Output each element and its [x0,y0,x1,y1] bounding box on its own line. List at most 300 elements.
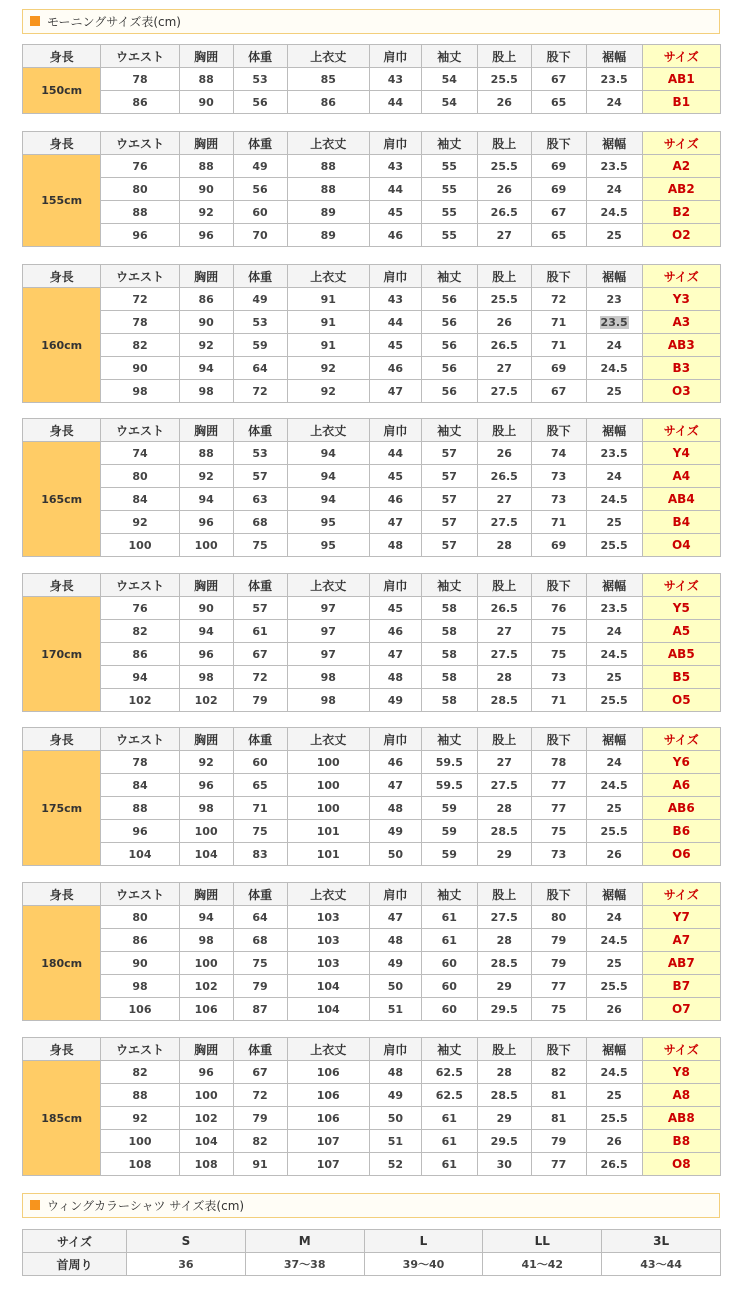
table-cell: 94 [101,666,179,689]
table-header-row [23,574,721,597]
table-cell: 94 [179,620,233,643]
table-cell: 106 [287,1107,369,1130]
column-header: 肩巾 [369,45,421,68]
size-table-175cm [22,727,721,866]
table-cell: 57 [233,597,287,620]
table-cell: 73 [531,465,586,488]
table-cell: 23.5 [586,597,642,620]
table-row [23,998,721,1021]
table-row [23,357,721,380]
table-cell: 88 [179,155,233,178]
table-cell: 60 [233,201,287,224]
table-cell: 92 [179,465,233,488]
table-cell: 27 [477,224,531,247]
table-cell: 73 [531,843,586,866]
height-cell: 160cm [23,288,101,403]
table-row [23,288,721,311]
table-cell: 77 [531,1153,586,1176]
column-header: 胸囲 [179,45,233,68]
size-code-cell: B8 [642,1130,720,1153]
column-header: 身長 [23,1038,101,1061]
table-cell: 67 [531,380,586,403]
size-code-cell: Y4 [642,442,720,465]
column-header: 袖丈 [421,132,477,155]
column-header: 股上 [477,883,531,906]
size-code-cell: AB4 [642,488,720,511]
table-cell: 60 [421,975,477,998]
table-cell: 46 [369,357,421,380]
size-code-cell: A6 [642,774,720,797]
table-row [23,906,721,929]
table-cell: 28 [477,797,531,820]
table-cell: 94 [179,906,233,929]
height-cell: 165cm [23,442,101,557]
table-cell: 67 [233,643,287,666]
size-code-cell: AB1 [642,68,720,91]
column-header: LL [483,1230,602,1253]
table-row [23,311,721,334]
table-cell: 48 [369,534,421,557]
table-cell: 26 [477,178,531,201]
table-cell: 76 [531,597,586,620]
table-cell: 57 [421,488,477,511]
column-header: 肩巾 [369,728,421,751]
table-cell: 97 [287,643,369,666]
table-cell: 47 [369,380,421,403]
table-cell: 102 [179,1107,233,1130]
table-cell: 47 [369,906,421,929]
table-cell: 104 [179,843,233,866]
table-cell: 94 [179,357,233,380]
size-code-cell: AB3 [642,334,720,357]
size-code-cell: A7 [642,929,720,952]
table-cell: 98 [287,689,369,712]
table-cell: 106 [179,998,233,1021]
table-cell: 80 [101,906,179,929]
table-cell: 27.5 [477,906,531,929]
table-cell: 81 [531,1107,586,1130]
table-cell: 43 [369,155,421,178]
table-cell: 26 [586,998,642,1021]
column-header: ウエスト [101,728,179,751]
table-cell: 28 [477,1061,531,1084]
table-row [23,334,721,357]
table-cell: 23.5 [586,155,642,178]
table-row [23,178,721,201]
table-cell: 72 [233,666,287,689]
table-cell: 58 [421,643,477,666]
table-cell: 44 [369,91,421,114]
table-cell: 79 [531,1130,586,1153]
table-cell: 25 [586,952,642,975]
table-cell: 27.5 [477,643,531,666]
size-code-cell: AB5 [642,643,720,666]
table-cell: 25.5 [586,534,642,557]
table-cell: 72 [531,288,586,311]
table-cell: 94 [287,442,369,465]
table-row [23,774,721,797]
column-header: 裾幅 [586,45,642,68]
table-cell: 100 [287,774,369,797]
table-cell: 75 [233,820,287,843]
table-cell: 49 [369,952,421,975]
column-header: 股下 [531,1038,586,1061]
column-header: 胸囲 [179,883,233,906]
table-cell: 49 [233,288,287,311]
table-cell: 88 [179,68,233,91]
table-row [23,1084,721,1107]
table-cell: 56 [421,334,477,357]
column-header: 上衣丈 [287,1038,369,1061]
size-code-cell: B5 [642,666,720,689]
table-cell: 25 [586,1084,642,1107]
table-cell: 28.5 [477,952,531,975]
table-cell: 24.5 [586,774,642,797]
table-cell: 24.5 [586,488,642,511]
table-cell: 92 [287,380,369,403]
table-cell: 67 [531,68,586,91]
table-row [23,68,721,91]
column-header: 股上 [477,1038,531,1061]
height-cell: 170cm [23,597,101,712]
table-cell: 91 [287,334,369,357]
table-cell: 53 [233,442,287,465]
table-cell: 92 [179,751,233,774]
table-cell: 60 [421,998,477,1021]
size-code-cell: B3 [642,357,720,380]
table-cell: 46 [369,224,421,247]
table-cell: 90 [179,311,233,334]
size-table-150cm [22,44,721,114]
table-cell: 57 [421,465,477,488]
table-cell: 54 [421,91,477,114]
size-table-180cm [22,882,721,1021]
table-cell: 51 [369,998,421,1021]
morning-size-heading [22,9,720,34]
table-cell: 98 [179,929,233,952]
shirt-size-heading [22,1193,720,1218]
column-header: 胸囲 [179,265,233,288]
table-cell: 98 [179,797,233,820]
column-header: 胸囲 [179,1038,233,1061]
table-cell: 58 [421,597,477,620]
column-header: ウエスト [101,419,179,442]
column-header: 股上 [477,45,531,68]
table-cell: 29 [477,975,531,998]
table-cell: 88 [287,155,369,178]
table-cell: 96 [179,774,233,797]
column-header: M [245,1230,364,1253]
table-cell: 87 [233,998,287,1021]
table-cell: 74 [101,442,179,465]
table-cell: 25.5 [477,68,531,91]
column-header: 上衣丈 [287,45,369,68]
column-header: 股下 [531,728,586,751]
size-code-cell: B6 [642,820,720,843]
table-cell: 71 [531,511,586,534]
column-header: 身長 [23,132,101,155]
table-cell: 24 [586,906,642,929]
table-cell: 71 [531,311,586,334]
column-header: 裾幅 [586,574,642,597]
table-row [23,1253,721,1276]
table-cell: 101 [287,843,369,866]
table-cell: 27.5 [477,380,531,403]
table-cell: 57 [421,511,477,534]
column-header: 胸囲 [179,574,233,597]
column-header: サイズ [642,132,720,155]
table-cell: 24.5 [586,201,642,224]
column-header: 股下 [531,574,586,597]
table-cell: 79 [233,1107,287,1130]
table-cell: 28.5 [477,689,531,712]
table-cell: 103 [287,929,369,952]
table-cell: 44 [369,178,421,201]
table-cell: 24.5 [586,643,642,666]
table-cell: 59.5 [421,751,477,774]
table-cell: 43 [369,68,421,91]
table-cell: 75 [233,534,287,557]
row-label: 首周り [23,1253,127,1276]
size-code-cell: O2 [642,224,720,247]
table-row [23,91,721,114]
column-header: 上衣丈 [287,728,369,751]
table-cell: 61 [421,929,477,952]
column-header: 股上 [477,728,531,751]
table-cell: 55 [421,224,477,247]
column-header: L [364,1230,483,1253]
table-cell: 61 [421,906,477,929]
table-header-row [23,728,721,751]
table-cell: 106 [287,1084,369,1107]
table-cell: 100 [287,797,369,820]
column-header: 肩巾 [369,132,421,155]
column-header: ウエスト [101,883,179,906]
table-cell: 88 [101,201,179,224]
size-code-cell: O6 [642,843,720,866]
table-cell: 61 [421,1153,477,1176]
table-cell: 98 [179,666,233,689]
table-row [23,155,721,178]
size-table-165cm [22,418,721,557]
size-code-cell: A3 [642,311,720,334]
column-header: 身長 [23,45,101,68]
column-header: 肩巾 [369,1038,421,1061]
table-cell: 98 [287,666,369,689]
column-header: 身長 [23,574,101,597]
table-cell: 72 [233,380,287,403]
column-header: 体重 [233,45,287,68]
table-cell: 29 [477,843,531,866]
table-cell: 91 [233,1153,287,1176]
column-header: 袖丈 [421,419,477,442]
column-header: 裾幅 [586,883,642,906]
table-cell: 91 [287,311,369,334]
table-row [23,643,721,666]
table-cell: 102 [179,975,233,998]
table-cell: 96 [179,643,233,666]
table-cell: 26 [477,442,531,465]
column-header: 袖丈 [421,883,477,906]
table-row [23,929,721,952]
table-header-row [23,1230,721,1253]
table-cell: 25 [586,511,642,534]
column-header: 肩巾 [369,265,421,288]
column-header: 股下 [531,132,586,155]
table-row [23,1107,721,1130]
table-cell: 86 [101,643,179,666]
height-cell: 185cm [23,1061,101,1176]
column-header: 上衣丈 [287,883,369,906]
table-cell: 59.5 [421,774,477,797]
table-cell: 92 [101,511,179,534]
column-header: ウエスト [101,132,179,155]
column-header: 体重 [233,132,287,155]
table-cell: 72 [233,1084,287,1107]
table-cell: 92 [287,357,369,380]
size-code-cell: AB6 [642,797,720,820]
table-cell: 78 [101,751,179,774]
column-header: S [127,1230,246,1253]
table-cell: 26.5 [586,1153,642,1176]
table-row [23,465,721,488]
table-cell: 24.5 [586,357,642,380]
table-row [23,380,721,403]
table-cell: 81 [531,1084,586,1107]
height-cell: 180cm [23,906,101,1021]
table-cell: 69 [531,534,586,557]
table-cell: 61 [421,1130,477,1153]
table-cell: 88 [101,1084,179,1107]
column-header: 胸囲 [179,728,233,751]
size-table-170cm [22,573,721,712]
table-cell: 56 [421,380,477,403]
column-header: 体重 [233,883,287,906]
column-header: 股下 [531,883,586,906]
table-cell: 29.5 [477,1130,531,1153]
table-cell: 89 [287,224,369,247]
table-cell: 64 [233,906,287,929]
column-header: 体重 [233,728,287,751]
table-cell: 70 [233,224,287,247]
size-code-cell: B2 [642,201,720,224]
table-cell: 52 [369,1153,421,1176]
table-cell: 84 [101,488,179,511]
table-cell: 25.5 [586,689,642,712]
table-cell: 26 [586,1130,642,1153]
table-cell: 72 [101,288,179,311]
table-header-row [23,265,721,288]
size-code-cell: A2 [642,155,720,178]
table-cell: 106 [287,1061,369,1084]
table-cell: 83 [233,843,287,866]
table-row [23,952,721,975]
table-cell: 82 [233,1130,287,1153]
size-table-160cm [22,264,721,403]
table-cell: 86 [179,288,233,311]
table-cell: 80 [531,906,586,929]
table-cell: 75 [531,998,586,1021]
table-cell: 56 [421,288,477,311]
table-cell: 77 [531,797,586,820]
size-code-cell: O5 [642,689,720,712]
table-cell: 45 [369,597,421,620]
table-row [23,797,721,820]
column-header: 身長 [23,728,101,751]
table-cell: 49 [233,155,287,178]
column-header: ウエスト [101,265,179,288]
table-row [23,1153,721,1176]
table-cell: 71 [531,689,586,712]
table-cell: 43～44 [602,1253,721,1276]
table-row [23,597,721,620]
table-cell: 43 [369,288,421,311]
table-cell: 25 [586,797,642,820]
table-cell: 56 [421,357,477,380]
column-header: 上衣丈 [287,132,369,155]
table-cell: 75 [531,620,586,643]
table-header-row [23,883,721,906]
table-cell: 23 [586,288,642,311]
table-cell: 53 [233,68,287,91]
table-cell: 27 [477,357,531,380]
table-row [23,534,721,557]
table-cell: 44 [369,442,421,465]
table-row [23,511,721,534]
table-cell: 45 [369,465,421,488]
column-header: 袖丈 [421,1038,477,1061]
column-header: ウエスト [101,574,179,597]
table-cell: 55 [421,178,477,201]
table-cell: 25 [586,666,642,689]
table-cell: 59 [421,797,477,820]
column-header: サイズ [642,883,720,906]
table-cell: 58 [421,689,477,712]
column-header: 体重 [233,419,287,442]
table-cell: 62.5 [421,1084,477,1107]
table-cell: 28.5 [477,1084,531,1107]
table-cell: 56 [233,178,287,201]
table-cell: 25.5 [586,820,642,843]
size-code-cell: Y5 [642,597,720,620]
table-cell: 50 [369,1107,421,1130]
table-cell: 39～40 [364,1253,483,1276]
table-cell: 25 [586,224,642,247]
table-cell: 50 [369,843,421,866]
table-cell: 77 [531,774,586,797]
table-cell: 95 [287,511,369,534]
table-cell: 24 [586,334,642,357]
table-cell: 75 [233,952,287,975]
highlighted-value: 23.5 [600,315,628,329]
table-cell: 75 [531,820,586,843]
table-cell: 106 [101,998,179,1021]
table-row [23,201,721,224]
column-header: 身長 [23,883,101,906]
table-cell: 41～42 [483,1253,602,1276]
table-cell: 63 [233,488,287,511]
table-cell: 76 [101,597,179,620]
table-cell: 94 [287,488,369,511]
table-cell: 24 [586,620,642,643]
table-row [23,666,721,689]
table-cell: 57 [421,442,477,465]
table-cell: 78 [101,311,179,334]
column-header: 股上 [477,419,531,442]
table-cell: 98 [101,975,179,998]
size-code-cell: A5 [642,620,720,643]
size-code-cell: B1 [642,91,720,114]
